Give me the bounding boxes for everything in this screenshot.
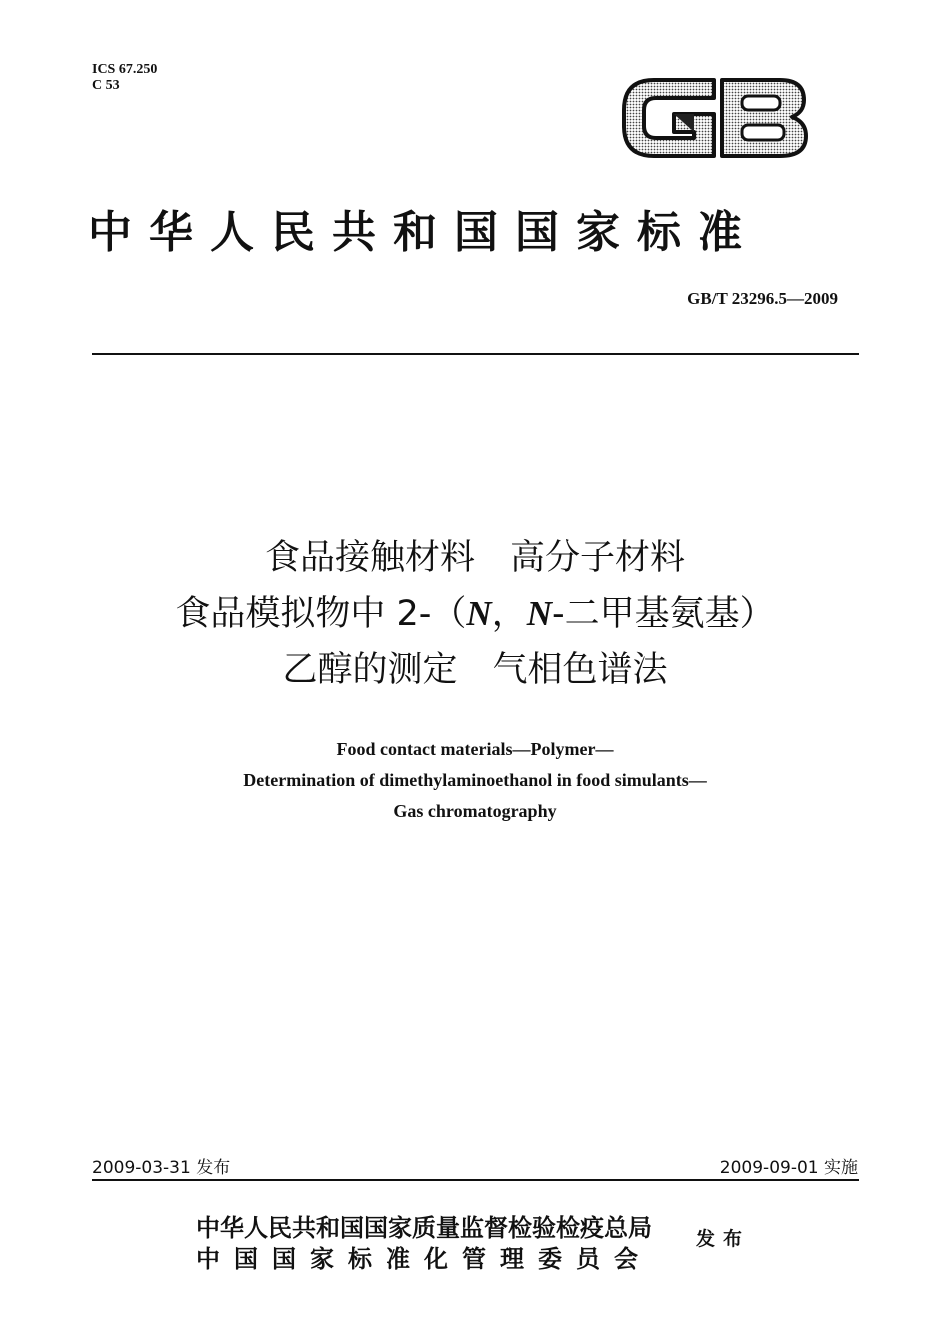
- standard-number: GB/T 23296.5—2009: [687, 289, 838, 308]
- ccs-code: C 53: [92, 78, 120, 93]
- issuer-sac: 中国国家标准化管理委员会: [196, 1244, 652, 1273]
- standard-name: 中华人民共和国国家标准: [88, 207, 759, 258]
- title-cn-line-3: 乙醇的测定 气相色谱法: [282, 650, 668, 690]
- header-divider: [92, 353, 859, 355]
- publish-label: 发布: [696, 1228, 751, 1250]
- classification-codes: [92, 62, 157, 94]
- title-cn-italic-n-1: N: [466, 594, 492, 633]
- title-cn-line-1: 食品接触材料 高分子材料: [264, 538, 685, 578]
- title-cn-line-2: [0, 586, 950, 642]
- title-cn-italic-n-2: N: [526, 594, 552, 633]
- title-cn-line-2-mid: ，: [491, 594, 527, 634]
- issue-date: 2009-03-31 发布: [92, 1158, 231, 1178]
- title-english: [0, 734, 950, 827]
- ics-code: ICS 67.250: [92, 62, 158, 77]
- footer-divider: [92, 1179, 859, 1181]
- title-en-line-3: Gas chromatography: [393, 801, 557, 821]
- title-cn-line-2-pre: 食品模拟物中 2-（: [175, 594, 467, 634]
- gb-logo-letter-b: [722, 80, 806, 156]
- implementation-date: 2009-09-01 实施: [719, 1158, 858, 1178]
- title-cn-line-2-post: -二甲基氨基）: [551, 594, 775, 634]
- gb-logo: [620, 70, 810, 166]
- title-en-line-1: Food contact materials—Polymer—: [336, 739, 614, 759]
- title-en-line-2: Determination of dimethylaminoethanol in food simulants—: [243, 770, 707, 790]
- title-chinese: [0, 530, 950, 698]
- issuer-aqsiq: 中华人民共和国国家质量监督检验检疫总局: [196, 1213, 652, 1242]
- gb-logo-letter-g: [624, 80, 714, 156]
